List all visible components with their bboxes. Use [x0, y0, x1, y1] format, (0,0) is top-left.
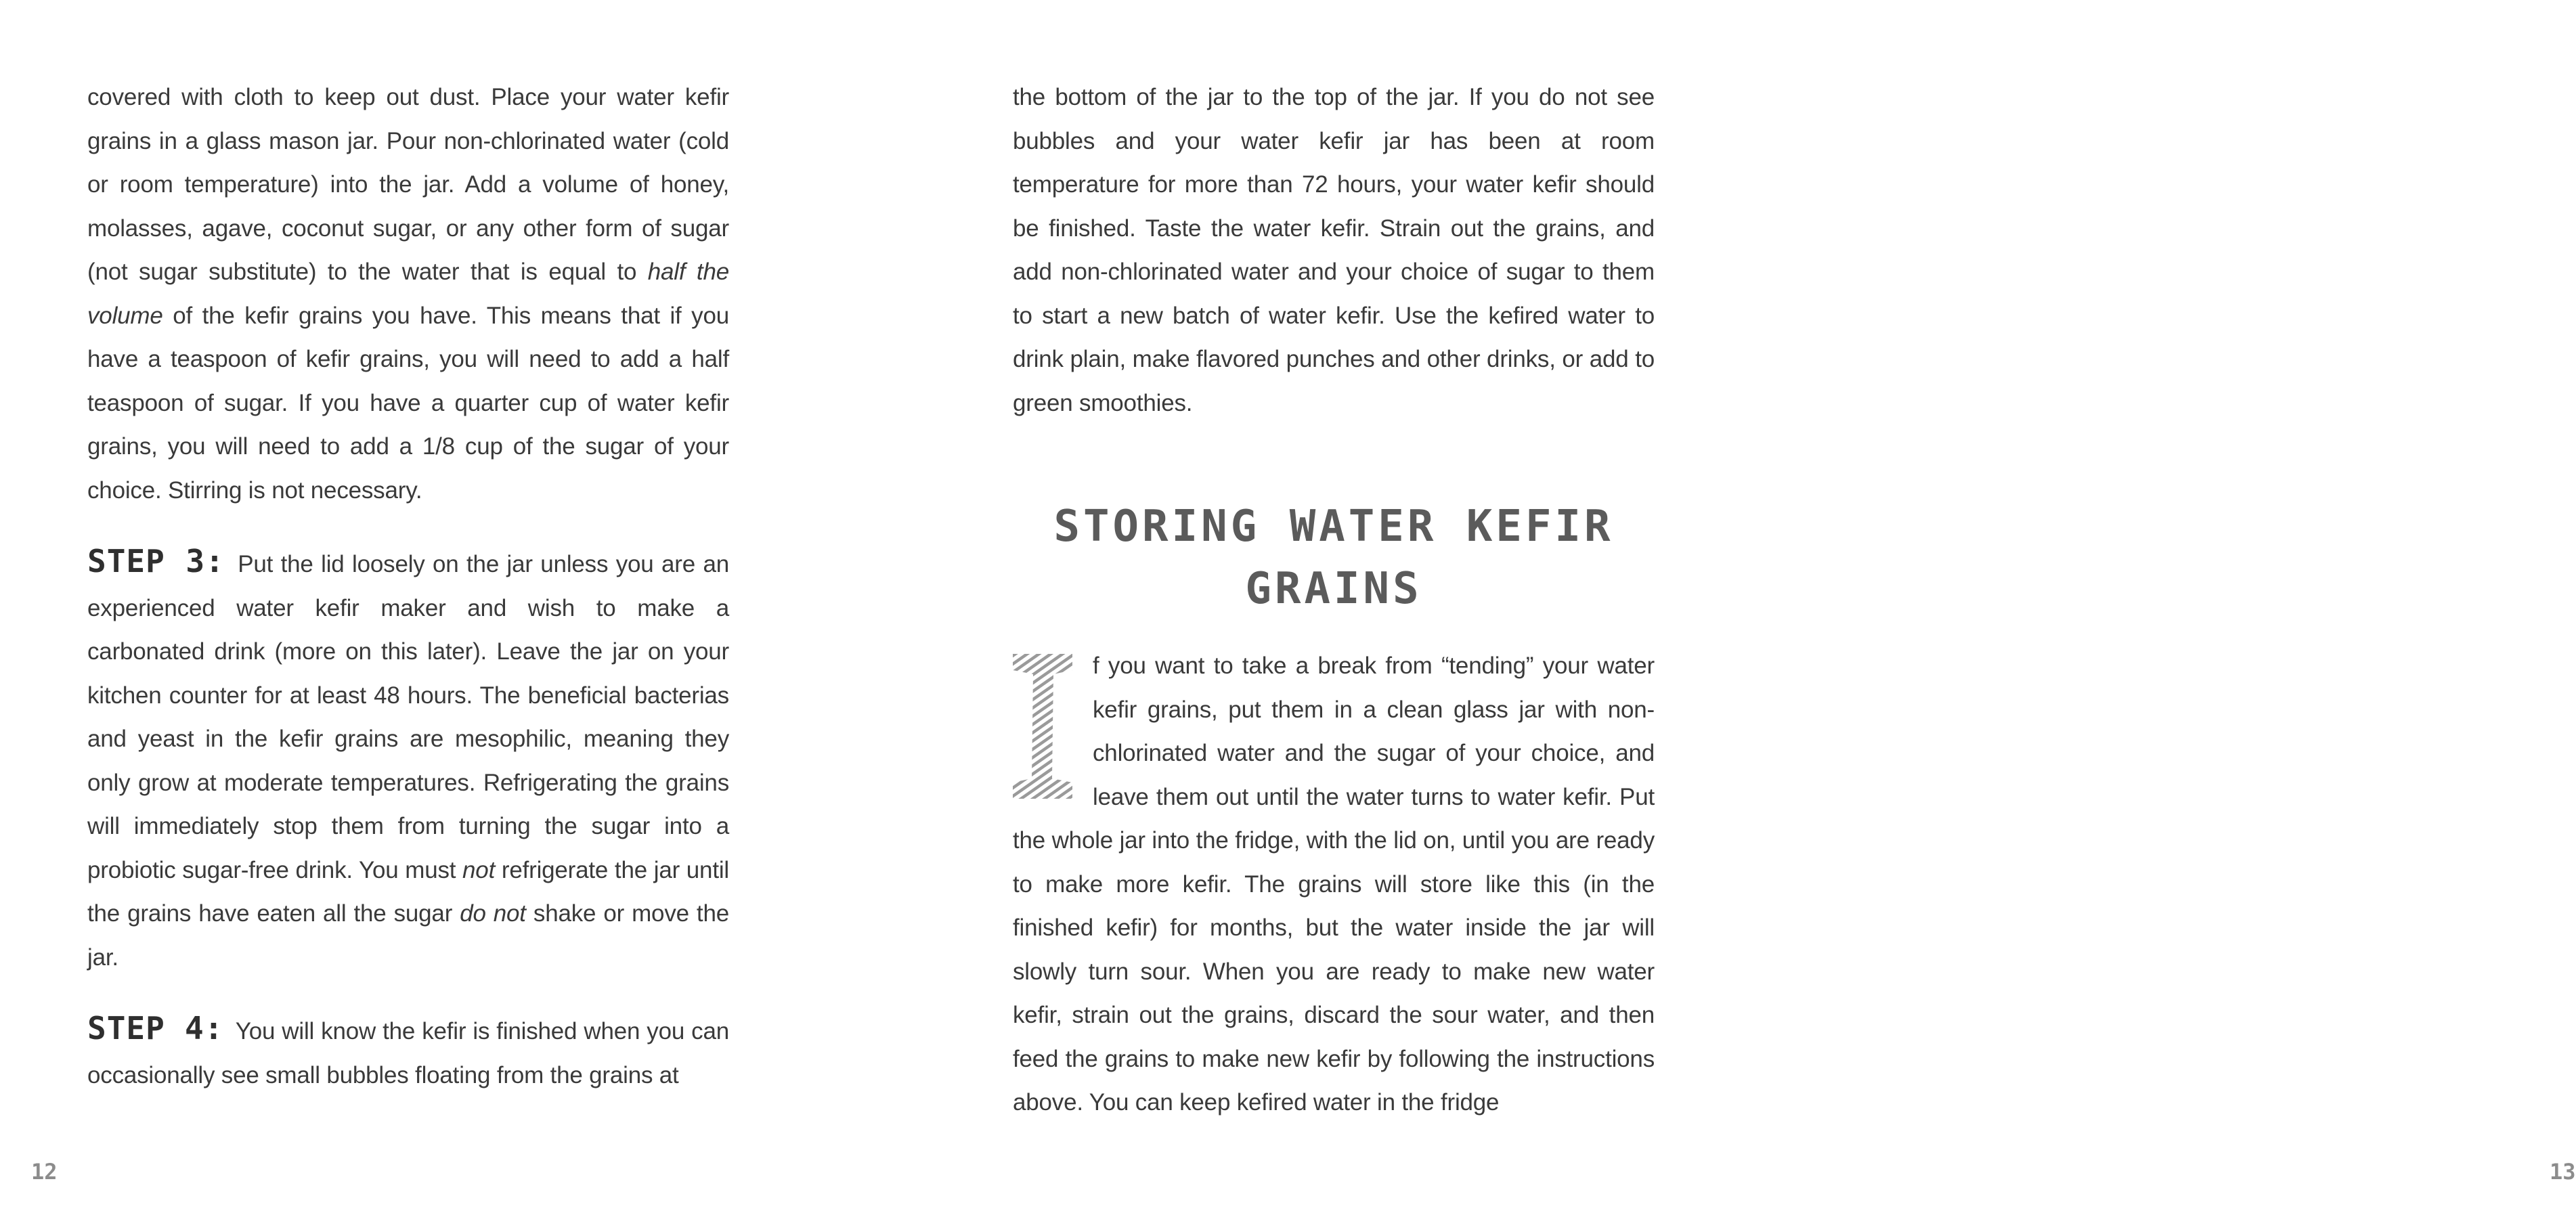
step-3-paragraph	[87, 539, 729, 979]
left-text-column	[87, 76, 729, 1097]
storing-paragraph	[1013, 644, 1655, 1125]
step-4-paragraph	[87, 1007, 729, 1097]
page-number-left: 12	[31, 1159, 58, 1185]
step-3-emphasis-not: not	[462, 856, 496, 883]
step-3-emphasis-do-not: do not	[460, 900, 526, 927]
drop-cap-i-icon	[1013, 654, 1072, 799]
section-heading-line1: STORING WATER KEFIR	[1053, 502, 1614, 552]
intro-emphasis: half the volume	[87, 259, 729, 329]
storing-text: f you want to take a break from “tending” your water kefir grains, put them in a clean glass jar with non-chlorinated water and the sugar of your choice, and leave them out until the water turns to water kefir. Put the whole jar into the fridge, with the lid on, until you are ready to make more kefir. The grains will store like this (in the finished kefir) for months, but the water inside the jar will slowly turn sour. When you are ready to make new water kefir, strain out the grains, discard the sour water, and then feed the grains to make new kefir by following the instructions above. You can keep kefired water in the fridge	[1013, 653, 1655, 1116]
section-heading-line2: GRAINS	[1245, 564, 1422, 614]
intro-text-part1: covered with cloth to keep out dust. Place your water kefir grains in a glass mason jar. Pour non-chlorinated water (cold or room temperature) into the jar. Add a volume of honey, molasses, agave, coconut sugar, or any other form of sugar (not sugar substitute) to the water that is equal to	[87, 84, 729, 285]
step-3-text-part3: shake or move the jar.	[87, 900, 729, 971]
right-page	[867, 0, 2576, 1213]
step-4-text: You will know the kefir is finished when you can occasionally see small bubbles floating from the grains at	[87, 1018, 729, 1088]
step-4-label: STEP 4:	[87, 1010, 224, 1046]
intro-text-part2: of the kefir grains you have. This means that if you have a teaspoon of kefir grains, you will need to add a half teaspoon of sugar. If you have a quarter cup of water kefir grains, you will need to add a 1/8 cup of the sugar of your choice. Stirring is not necessary.	[87, 302, 729, 504]
step-3-text-part2: refrigerate the jar until the grains have eaten all the sugar	[87, 856, 729, 927]
page-number-right: 13	[2550, 1159, 2576, 1185]
continuation-paragraph: the bottom of the jar to the top of the jar. If you do not see bubbles and your water kefir jar has been at room temperature for more than 72 hours, your water kefir should be finished. Taste the water kefir. Strain out the grains, and add non-chlorinated water and your choice of sugar to them to start a new batch of water kefir. Use the kefired water to drink plain, make flavored punches and other drinks, or add to green smoothies.	[1013, 84, 1655, 416]
step-3-label: STEP 3:	[87, 543, 225, 579]
section-heading	[1013, 495, 1655, 620]
step-3-text-part1: Put the lid loosely on the jar unless you are an experienced water kefir maker and wish to make a carbonated drink (more on this later). Leave the jar on your kitchen counter for at least 48 hours. The beneficial bacterias and yeast in the kefir grains are mesophilic, meaning they only grow at moderate temperatures. Refrigerating the grains will immediately stop them from turning the sugar into a probiotic sugar-free drink. You must	[87, 551, 729, 883]
intro-paragraph	[87, 76, 729, 512]
left-page	[0, 0, 867, 1213]
right-text-column	[1013, 76, 1655, 1125]
